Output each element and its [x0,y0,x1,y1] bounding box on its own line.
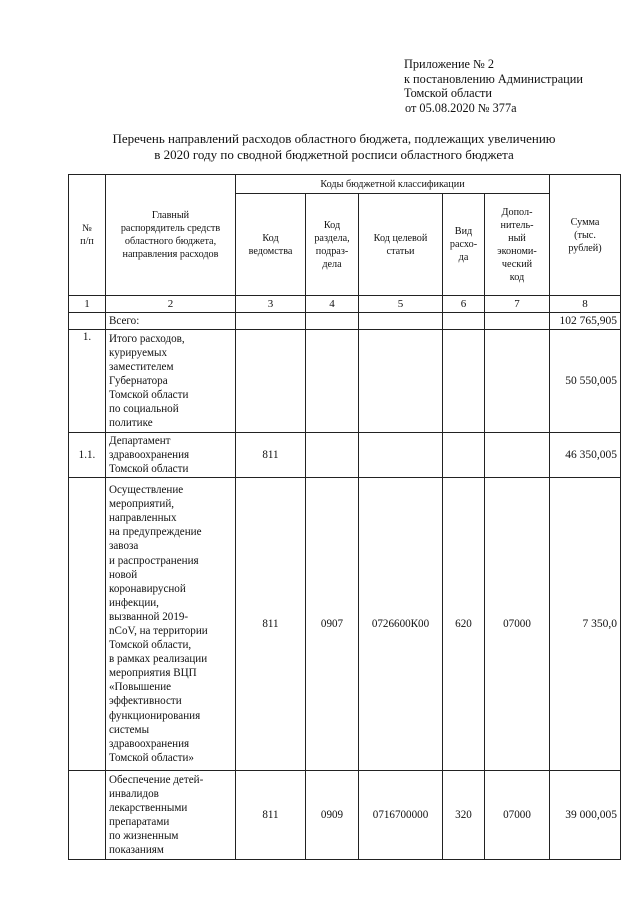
table-row [69,433,621,478]
annex-decree-ref: к постановлению Администрации [404,71,583,86]
row-section-code [306,313,359,330]
header-num: № п/п [69,175,106,296]
annex-region: Томской области [404,86,492,101]
row-expense-type: 620 [443,478,485,771]
row-expense-type [443,313,485,330]
row-num: 1. [69,330,106,433]
column-number: 3 [236,296,306,313]
column-number: 6 [443,296,485,313]
row-expense-type [443,433,485,478]
row-dept-code [236,330,306,433]
row-dept-code: 811 [236,433,306,478]
column-number: 7 [485,296,550,313]
budget-table [68,174,621,860]
header-expense-type: Вид расхо- да [443,194,485,296]
header-manager: Главный распорядитель средств областного бюджета, направления расходов [106,175,236,296]
column-number: 4 [306,296,359,313]
row-num: 1.1. [69,433,106,478]
table-row [69,771,621,860]
row-num [69,478,106,771]
row-name: Всего: [106,313,236,330]
row-econ-code: 07000 [485,478,550,771]
row-name: Обеспечение детей- инвалидов лекарственными препаратами по жизненным показаниям [106,771,236,860]
row-expense-type: 320 [443,771,485,860]
row-amount: 7 350,0 [550,478,621,771]
header-section-code: Код раздела, подраз- дела [306,194,359,296]
header-classification: Коды бюджетной классификации [236,175,550,194]
column-number: 5 [359,296,443,313]
header-amount: Сумма (тыс. рублей) [550,175,621,296]
row-num [69,771,106,860]
column-number: 2 [106,296,236,313]
row-amount: 50 550,005 [550,330,621,433]
row-target-code [359,433,443,478]
title-line-1: Перечень направлений расходов областного бюджета, подлежащих увеличению [112,131,556,146]
header-econ-code: Допол- нитель- ный экономи- ческий код [485,194,550,296]
row-name: Осуществление мероприятий, направленных на предупреждение завоза и распространения новой коронавирусной инфекции, вызванной 2019- nCoV, на территории Томской области, в рамках реализации мероприятия ВЦП «Повышение эффективности функционирования системы здравоохранения Томской области» [106,478,236,771]
header-dept-code: Код ведомства [236,194,306,296]
row-econ-code: 07000 [485,771,550,860]
header-row-1 [69,175,621,194]
row-name: Итого расходов, курируемых заместителем Губернатора Томской области по социальной политике [106,330,236,433]
table-row [69,330,621,433]
row-econ-code [485,433,550,478]
row-section-code [306,433,359,478]
row-num [69,313,106,330]
row-name: Департамент здравоохранения Томской области [106,433,236,478]
row-expense-type [443,330,485,433]
row-dept-code: 811 [236,771,306,860]
title-line-2: в 2020 году по сводной бюджетной росписи областного бюджета [154,146,514,162]
row-section-code [306,330,359,433]
row-target-code [359,330,443,433]
column-number-row [69,296,621,313]
row-amount: 46 350,005 [550,433,621,478]
table-row-total [69,313,621,330]
header-target-code: Код целевой статьи [359,194,443,296]
row-amount: 39 000,005 [550,771,621,860]
annex-number: Приложение № 2 [404,57,495,71]
row-amount: 102 765,905 [550,313,621,330]
row-econ-code [485,330,550,433]
row-econ-code [485,313,550,330]
annex-date: от 05.08.2020 № 377а [405,100,517,115]
row-section-code: 0909 [306,771,359,860]
column-number: 8 [550,296,621,313]
row-dept-code: 811 [236,478,306,771]
row-target-code [359,313,443,330]
row-dept-code [236,313,306,330]
document-title [60,131,608,162]
column-number: 1 [69,296,106,313]
row-target-code: 0726600К00 [359,478,443,771]
row-target-code: 0716700000 [359,771,443,860]
row-section-code: 0907 [306,478,359,771]
annex-reference [404,57,583,115]
table-row [69,478,621,771]
